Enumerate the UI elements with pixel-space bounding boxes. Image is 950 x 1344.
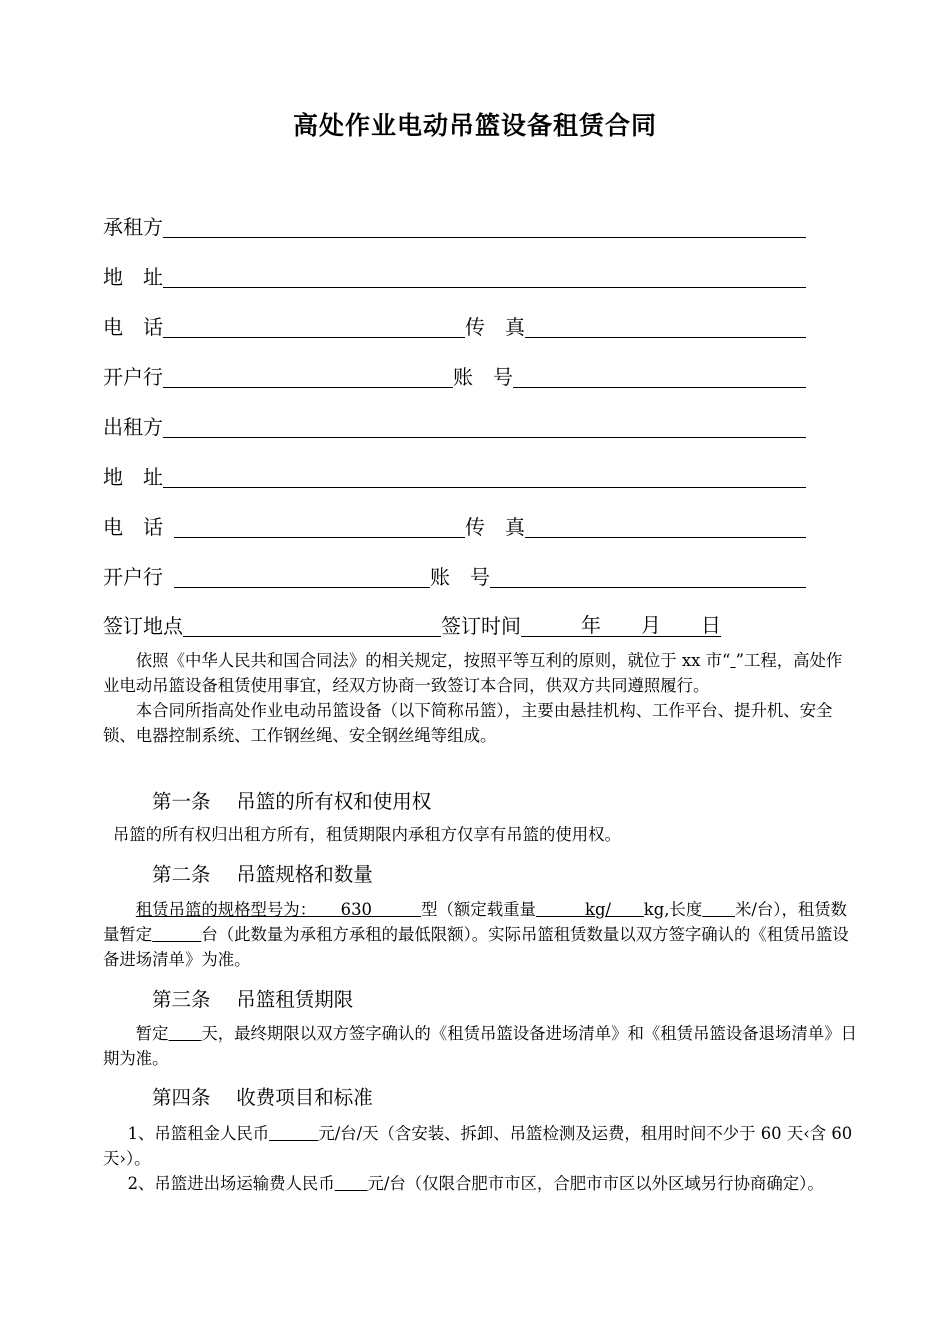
lessor-bank-row [103,558,806,588]
article-2-body [103,897,858,972]
intro-section [103,648,858,748]
fee-item-1-part-a: 1、吊篮租金人民币 [127,1124,270,1143]
article-3-part-2: 天，最终期限以双方签字确认的《租赁吊篮设备进场清单》和《租赁吊篮设备退场清单》日期为准。 [103,1024,857,1068]
lessee-fax-label: 传 真 [465,315,525,339]
lessor-address-label: 地 址 [103,465,163,489]
lessee-address-label: 地 址 [103,265,163,289]
article-2-part-5: 台（此数量为承租方承租的最低限额）。实际吊篮租赁数量以双方签字确认的《租赁吊篮设备进场清单》为准。 [103,925,849,969]
lessee-account-field[interactable] [513,367,806,388]
model-blank[interactable]: 630 [307,900,422,919]
intro-p1-part-a: 依照《中华人民共和国合同法》的相关规定，按照平等互利的原则，就位于 xx 市“ [135,651,731,670]
lessee-phone-row [103,308,806,338]
article-4-heading [152,1082,373,1110]
lessor-bank-field[interactable] [174,567,430,588]
article-2-title: 吊篮规格和数量 [236,863,373,886]
intro-paragraph-1 [103,648,858,698]
lessor-address-field[interactable] [163,467,806,488]
article-1-title: 吊篮的所有权和使用权 [236,790,432,813]
lessee-address-row [103,258,806,288]
lessee-account-label: 账 号 [453,365,513,389]
lessor-field[interactable] [163,417,806,438]
article-3-title: 吊篮租赁期限 [236,988,354,1011]
lessee-row [103,208,806,238]
article-4-number: 第四条 [152,1086,211,1109]
sign-time-label: 签订时间 [441,614,521,638]
lessee-bank-row [103,358,806,388]
article-2-part-3: kg,长度 [643,900,703,919]
fee-item-2 [103,1171,858,1196]
article-1-body [103,822,858,847]
lessee-field[interactable] [163,217,806,238]
contract-title: 高处作业电动吊篮设备租赁合同 [292,111,657,140]
load-blank[interactable]: kg/ [535,900,644,919]
lessor-bank-label: 开户行 [103,565,163,589]
lessee-fax-field[interactable] [525,317,806,338]
sign-date-field[interactable]: 年 月 日 [521,613,721,637]
article-1-number: 第一条 [152,790,211,813]
article-4-title: 收费项目和标准 [236,1086,373,1109]
intro-p1-part-b: ”工程，高处作业电动吊篮设备租赁使用事宜，经双方协商一致签订本合同，供双方共同遵照履行。 [103,651,843,695]
article-2-heading [152,859,373,887]
article-2-part-2: 型（额定载重量 [421,900,536,919]
lessee-bank-label: 开户行 [103,365,163,389]
lessor-label: 出租方 [103,415,163,439]
lessor-account-field[interactable] [490,567,806,588]
lessee-phone-field[interactable] [163,317,465,338]
lessor-address-row [103,458,806,488]
transport-fee-blank[interactable] [335,1174,368,1193]
lessee-label: 承租方 [103,215,163,239]
article-4-body [103,1121,858,1196]
lessor-phone-row [103,508,806,538]
article-2-text [103,897,858,972]
rent-blank[interactable] [269,1124,318,1143]
sign-place-field[interactable] [183,616,441,637]
lessor-fax-label: 传 真 [465,515,525,539]
lessee-phone-label: 电 话 [103,315,163,339]
article-1-text: 吊篮的所有权归出租方所有，租赁期限内承租方仅享有吊篮的使用权。 [112,825,621,844]
length-blank[interactable] [702,900,735,919]
article-3-body [103,1021,858,1071]
fee-item-2-part-b: 元/台（仅限合肥市市区，合肥市市区以外区域另行协商确定）。 [367,1174,824,1193]
lessor-phone-field[interactable] [174,517,465,538]
article-1-heading [152,786,431,814]
quantity-blank[interactable] [152,925,201,944]
lessee-address-field[interactable] [163,267,806,288]
article-3-part-1: 暂定 [135,1024,169,1043]
article-3-number: 第三条 [152,988,211,1011]
intro-paragraph-2: 本合同所指高处作业电动吊篮设备（以下简称吊篮），主要由悬挂机构、工作平台、提升机、安全锁、电器控制系统、工作钢丝绳、安全钢丝绳等组成。 [103,701,833,745]
lessee-bank-field[interactable] [163,367,453,388]
fee-item-1-part-b: 元/台/天（含安装、拆卸、吊篮检测及运费，租用时间不少于 60 天‹含 60 天›）。 [103,1124,853,1168]
article-3-heading [152,984,353,1012]
spec-label: 租赁吊篮的规格型号为： [135,900,308,919]
days-blank[interactable] [169,1024,202,1043]
lessor-account-label: 账 号 [430,565,490,589]
article-3-text [103,1021,858,1071]
article-2-number: 第二条 [152,863,211,886]
lessor-row [103,408,806,438]
signing-row [103,607,763,637]
sign-place-label: 签订地点 [103,614,183,638]
lessor-fax-field[interactable] [525,517,806,538]
lessor-phone-label: 电 话 [103,515,163,539]
fee-item-1 [103,1121,858,1171]
fee-item-2-part-a: 2、吊篮进出场运输费人民币 [127,1174,335,1193]
article-2-part-4: 米/台），租赁数量暂定 [103,900,848,944]
